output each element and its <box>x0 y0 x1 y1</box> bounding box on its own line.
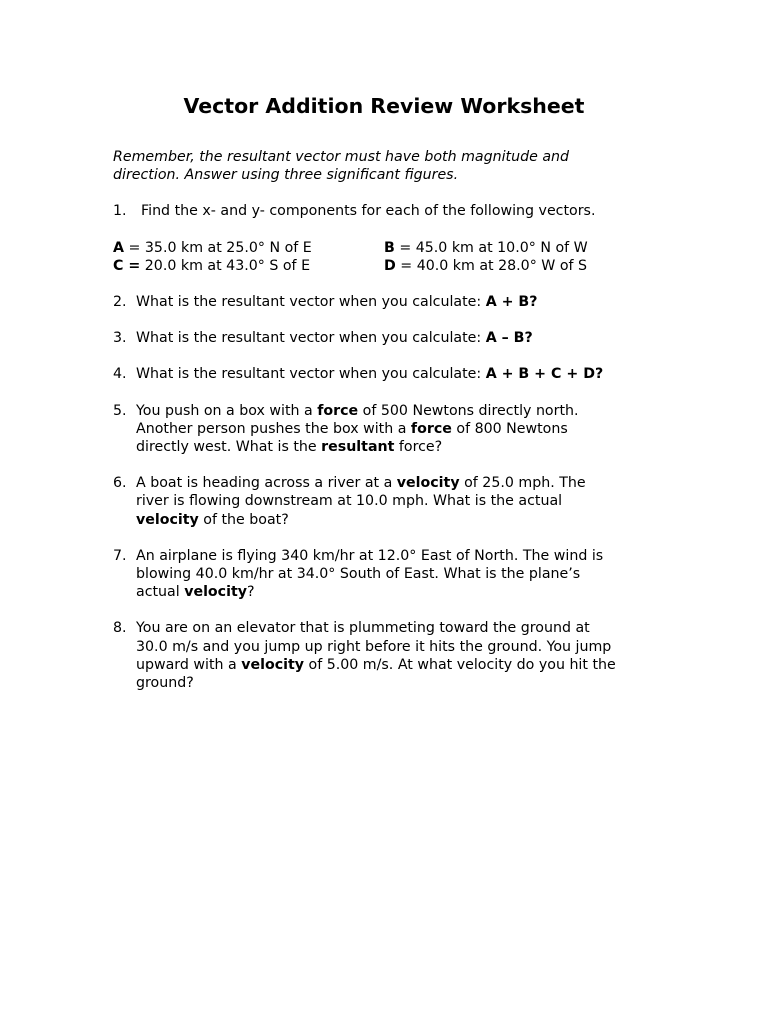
question-8 <box>113 619 673 692</box>
question-5 <box>113 402 673 457</box>
question-number: 4. <box>113 366 127 383</box>
question-3 <box>113 329 673 347</box>
vector-list <box>113 239 673 275</box>
page-title: Vector Addition Review Worksheet <box>183 94 585 118</box>
vector-definition: 20.0 km at 43.0° S of E <box>140 257 311 274</box>
intro-instructions <box>113 148 673 184</box>
question-number: 6. <box>113 475 127 492</box>
question-text: What is the resultant vector when you calculate: A + B + C + D? <box>136 366 604 383</box>
question-text: Find the x- and y- components for each of the following vectors. <box>141 203 596 220</box>
question-text: You push on a box with a force of 500 Newtons directly north. Another person pushes the box with a force of 800 Newtons directly west. What is the resultant force? <box>136 402 579 456</box>
vector-definition: = 45.0 km at 10.0° N of W <box>394 239 588 256</box>
question-text: A boat is heading across a river at a velocity of 25.0 mph. The river is flowing downstream at 10.0 mph. What is the actual velocity of the boat? <box>136 475 586 528</box>
vector-c <box>113 257 384 275</box>
question-number: 5. <box>113 402 127 419</box>
question-text: What is the resultant vector when you calculate: A – B? <box>136 330 533 347</box>
question-4 <box>113 365 673 383</box>
question-number: 7. <box>113 547 127 564</box>
vector-d <box>384 257 655 275</box>
question-1 <box>113 202 673 220</box>
question-number: 1. <box>113 203 127 220</box>
vector-name: D <box>384 257 396 274</box>
question-text: An airplane is flying 340 km/hr at 12.0° East of North. The wind is blowing 40.0 km/hr at 34.0° South of East. What is the plane’s actual velocity? <box>136 547 604 601</box>
question-2 <box>113 293 673 311</box>
question-number: 2. <box>113 294 127 311</box>
question-number: 3. <box>113 330 127 347</box>
intro-line-1: Remember, the resultant vector must have both magnitude and <box>113 149 570 165</box>
vector-b <box>384 239 655 257</box>
vector-definition: = 40.0 km at 28.0° W of S <box>395 257 588 274</box>
worksheet-page <box>113 92 673 692</box>
question-text: What is the resultant vector when you calculate: A + B? <box>136 294 538 311</box>
vector-a <box>113 239 384 257</box>
question-text: You are on an elevator that is plummeting toward the ground at 30.0 m/s and you jump up right before it hits the ground. You jump upward with a velocity of 5.00 m/s. At what velocity do you hit the ground? <box>136 620 616 692</box>
question-7 <box>113 547 673 602</box>
vector-name: B <box>384 239 395 256</box>
vector-name: A <box>113 239 124 256</box>
question-6 <box>113 474 673 529</box>
vector-definition: = 35.0 km at 25.0° N of E <box>123 239 312 256</box>
vector-name: C = <box>113 257 141 274</box>
intro-line-2: direction. Answer using three significant figures. <box>113 167 459 184</box>
question-number: 8. <box>113 620 127 637</box>
